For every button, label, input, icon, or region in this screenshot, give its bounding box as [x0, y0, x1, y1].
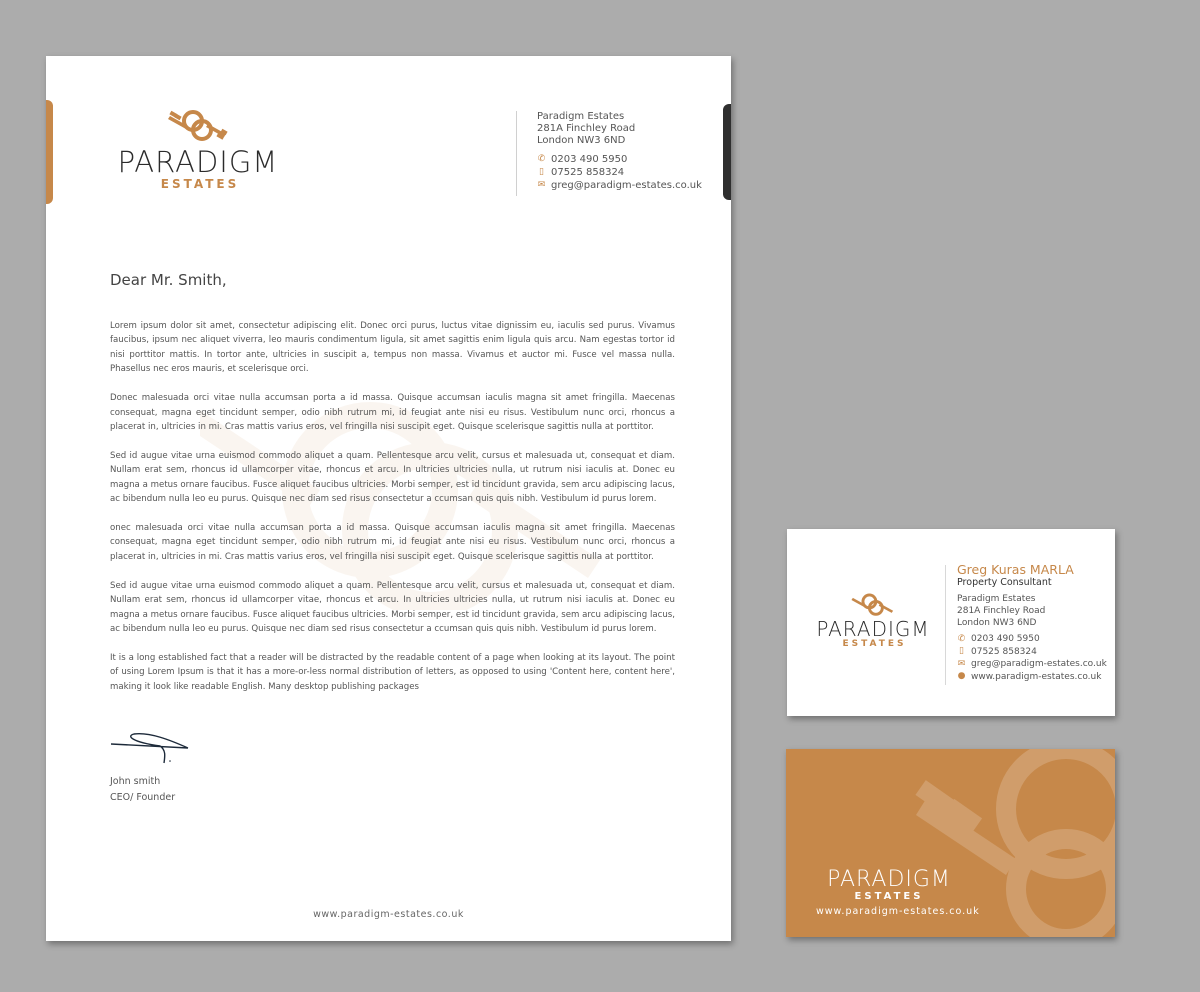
address-line: 281A Finchley Road — [957, 606, 1046, 616]
address-line: London NW3 6ND — [957, 618, 1037, 628]
greeting: Dear Mr. Smith, — [110, 271, 227, 289]
paragraph: Lorem ipsum dolor sit amet, consectetur adipiscing elit. Donec orci purus, luctus vitae dignissim eu, iaculis sed purus. Vivamus faucibus, ipsum nec aliquet viverra, leo mauris condimentum ligula, sit amet sagittis enim ligula quis arcu. Nam egestas tortor id nisi porttitor mattis. In tortor ante, ultricies in suscipit a, tempus non massa. Vivamus et auctor mi. Fusce vel massa nulla. Phasellus nec eros mauris, et scelerisque orci. — [110, 321, 675, 375]
email-icon: ✉ — [537, 180, 546, 190]
globe-icon: ● — [957, 671, 966, 682]
phone-row — [957, 633, 1107, 646]
card-holder-name: Greg Kuras MARLA — [957, 562, 1074, 577]
mobile-icon: ▯ — [959, 646, 964, 657]
paragraph: onec malesuada orci vitae nulla accumsan porta a id massa. Quisque accumsan iaculis magna sit amet fringilla. Maecenas consequat, magna eget tincidunt semper, odio nibh rutrum mi, id feugiat ante nisi eu risus. Vestibulum nunc orci, rhoncus a placerat in, ultricies in mi. Cras mattis varius eros, vel fringilla nisi suscipit eget. Quisque scelerisque sagittis nulla at porttitor. — [110, 522, 675, 562]
brand-sub: ESTATES — [160, 177, 240, 191]
email-row — [537, 179, 702, 192]
paragraph: It is a long established fact that a reader will be distracted by the readable content of a page when looking at its layout. The point of using Lorem Ipsum is that it has a more-or-less normal distribution of letters, as opposed to using 'Content here, content here', making it look like readable English. Many desktop publishing packages — [110, 652, 675, 692]
mobile-row — [957, 646, 1107, 659]
letterhead-logo — [110, 108, 286, 190]
email-icon: ✉ — [957, 658, 966, 669]
website-row — [957, 671, 1107, 684]
business-card-front — [787, 529, 1115, 716]
phone-icon: ✆ — [537, 154, 546, 164]
paragraph: Sed id augue vitae urna euismod commodo aliquet a quam. Pellentesque arcu velit, cursus et malesuada ut, consequat et diam. Nullam erat sem, rhoncus id ullamcorper vitae, rhoncus et arcu. In ultricies ultricies nulla, ut rutrum nisi iaculis at. Donec eu magna a metus ornare faucibus. Fusce aliquet faucibus ultricies. Morbi semper, est id tincidunt gravida, sem arcu adipiscing lacus, ac bibendum nulla leo eu purus. Quisque nec diam sed risus consectetur a ccumsan quis quis nibh. Vestibulum id purus lorem. — [110, 450, 675, 505]
website: www.paradigm-estates.co.uk — [971, 671, 1102, 682]
signatory-title: CEO/ Founder — [110, 792, 176, 803]
brand-name: PARADIGM — [816, 617, 930, 641]
mobile-row — [537, 166, 702, 179]
brand-name: PARADIGM — [117, 145, 279, 179]
letterhead-dark-tab — [723, 104, 731, 200]
address-line: 281A Finchley Road — [537, 123, 636, 134]
letter-body — [110, 319, 675, 709]
card-holder-title: Property Consultant — [957, 577, 1052, 588]
card-divider — [945, 565, 946, 685]
signature-icon — [110, 730, 190, 766]
interlocked-keys-icon — [850, 592, 896, 618]
business-card-back — [786, 749, 1115, 937]
phone-icon: ✆ — [957, 633, 966, 644]
letterhead-contact-block — [516, 111, 702, 196]
paragraph: Sed id augue vitae urna euismod commodo aliquet a quam. Pellentesque arcu velit, cursus et malesuada ut, consequat et diam. Nullam erat sem, rhoncus id ullamcorper vitae, rhoncus et arcu. In ultricies ultricies nulla, ut rutrum nisi iaculis at. Donec eu magna a metus ornare faucibus. Fusce aliquet faucibus ultricies. Morbi semper, est id tincidunt gravida, sem arcu adipiscing lacus, ac bibendum nulla leo eu purus. Quisque nec diam sed risus consectetur a ccumsan quis quis nibh. Vestibulum id purus lorem. — [110, 580, 675, 634]
address-line: Paradigm Estates — [537, 111, 625, 122]
signatory-name: John smith — [110, 776, 161, 787]
mobile-number: 07525 858324 — [551, 166, 625, 178]
address-line: London NW3 6ND — [537, 135, 626, 146]
letterhead-orange-tab — [46, 100, 53, 204]
brand-sub: ESTATES — [842, 639, 907, 649]
interlocked-keys-icon — [166, 108, 230, 144]
mobile-icon: ▯ — [539, 167, 544, 177]
email-address: greg@paradigm-estates.co.uk — [971, 659, 1107, 670]
phone-number: 0203 490 5950 — [971, 634, 1040, 645]
phone-number: 0203 490 5950 — [551, 153, 628, 165]
card-back-logo — [814, 868, 964, 902]
card-contact-info — [957, 562, 1107, 683]
address-block — [537, 111, 702, 147]
card-back-website[interactable]: www.paradigm-estates.co.uk — [816, 906, 980, 917]
email-row — [957, 658, 1107, 671]
paragraph: Donec malesuada orci vitae nulla accumsan porta a id massa. Quisque accumsan iaculis magna sit amet fringilla. Maecenas consequat, magna eget tincidunt semper, odio nibh rutrum mi, id feugiat ante nisi eu risus. Vestibulum nunc orci, rhoncus a placerat in, ultricies in mi. Cras mattis varius eros, vel fringilla nisi suscipit eget. Quisque scelerisque sagittis nulla at porttitor. — [110, 393, 675, 432]
brand-name: PARADIGM — [827, 867, 951, 892]
signatory — [110, 774, 175, 806]
card-logo — [809, 592, 937, 649]
mobile-number: 07525 858324 — [971, 646, 1037, 657]
address-line: Paradigm Estates — [957, 594, 1036, 604]
brand-sub: ESTATES — [854, 891, 924, 902]
address-block — [957, 593, 1107, 629]
phone-row — [537, 153, 702, 166]
email-address: greg@paradigm-estates.co.uk — [551, 179, 702, 191]
footer-website[interactable]: www.paradigm-estates.co.uk — [313, 909, 464, 920]
